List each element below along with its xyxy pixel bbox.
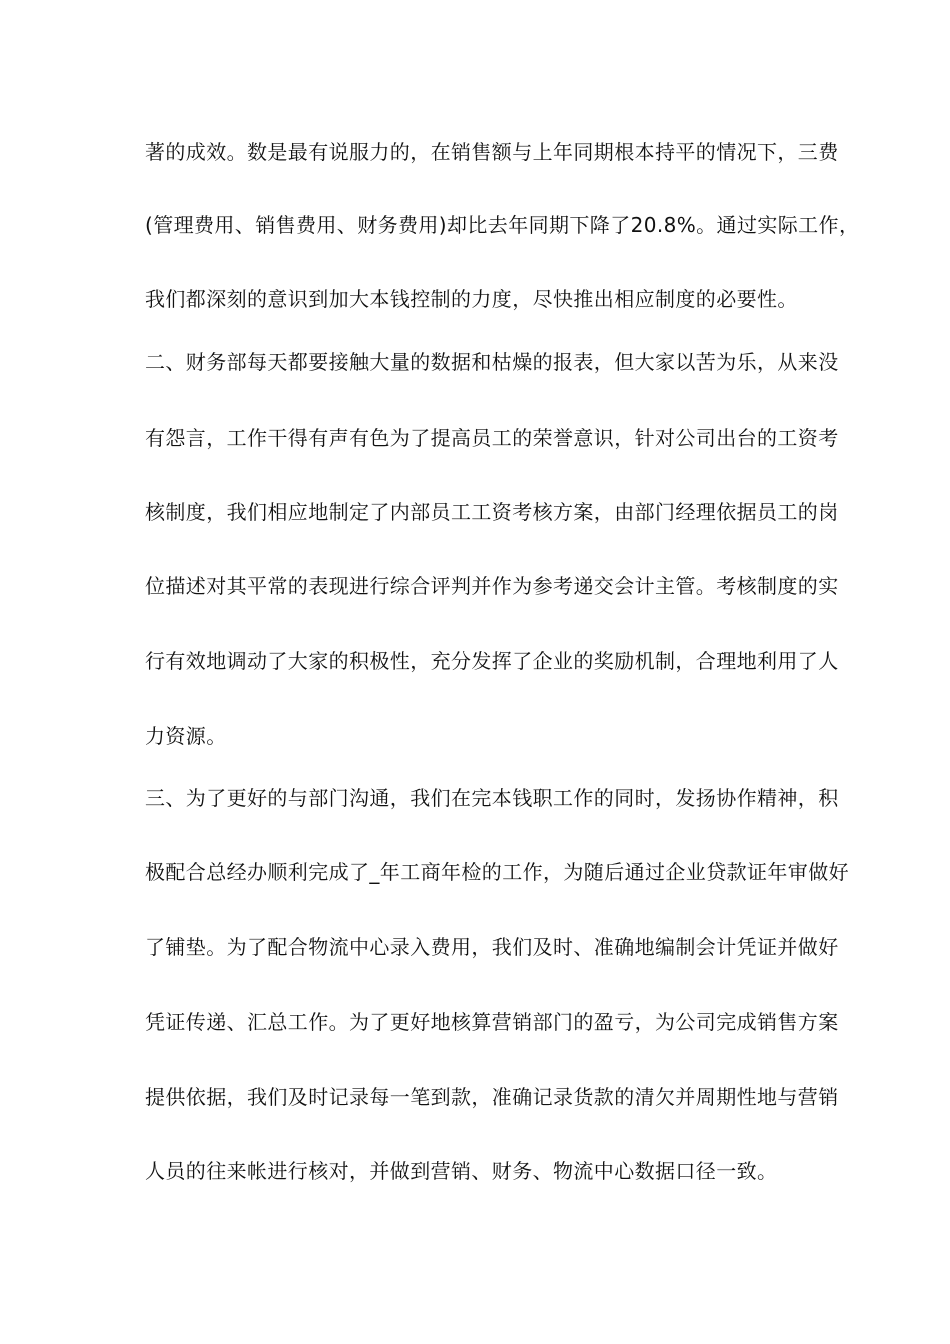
text-line-14: 提供依据，我们及时记录每一笔到款，准确记录货款的清欠并周期性地与营销 [145,1085,839,1109]
text-line-13: 凭证传递、汇总工作。为了更好地核算营销部门的盈亏，为公司完成销售方案 [145,1010,839,1034]
text-line-8: 行有效地调动了大家的积极性，充分发挥了企业的奖励机制，合理地利用了人 [145,649,839,673]
text-line-15: 人员的往来帐进行核对，并做到营销、财务、物流中心数据口径一致。 [145,1159,778,1183]
text-line-6: 核制度，我们相应地制定了内部员工工资考核方案，由部门经理依据员工的岗 [145,500,839,524]
text-line-2: (管理费用、销售费用、财务费用)却比去年同期下降了20.8%。通过实际工作， [145,213,860,237]
text-line-5: 有怨言，工作干得有声有色为了提高员工的荣誉意识，针对公司出台的工资考 [145,426,839,450]
text-line-9: 力资源。 [145,724,227,748]
text-line-3: 我们都深刻的意识到加大本钱控制的力度，尽快推出相应制度的必要性。 [145,287,798,311]
text-line-7: 位描述对其平常的表现进行综合评判并作为参考递交会计主管。考核制度的实 [145,574,839,598]
text-line-10: 三、为了更好的与部门沟通，我们在完本钱职工作的同时，发扬协作精神，积 [145,786,839,810]
text-line-12: 了铺垫。为了配合物流中心录入费用，我们及时、准确地编制会计凭证并做好 [145,935,839,959]
text-line-1: 著的成效。数是最有说服力的，在销售额与上年同期根本持平的情况下，三费 [145,140,839,164]
text-line-11: 极配合总经办顺利完成了_年工商年检的工作，为随后通过企业贷款证年审做好 [145,860,849,884]
text-line-4: 二、财务部每天都要接触大量的数据和枯燥的报表，但大家以苦为乐，从来没 [145,350,839,374]
